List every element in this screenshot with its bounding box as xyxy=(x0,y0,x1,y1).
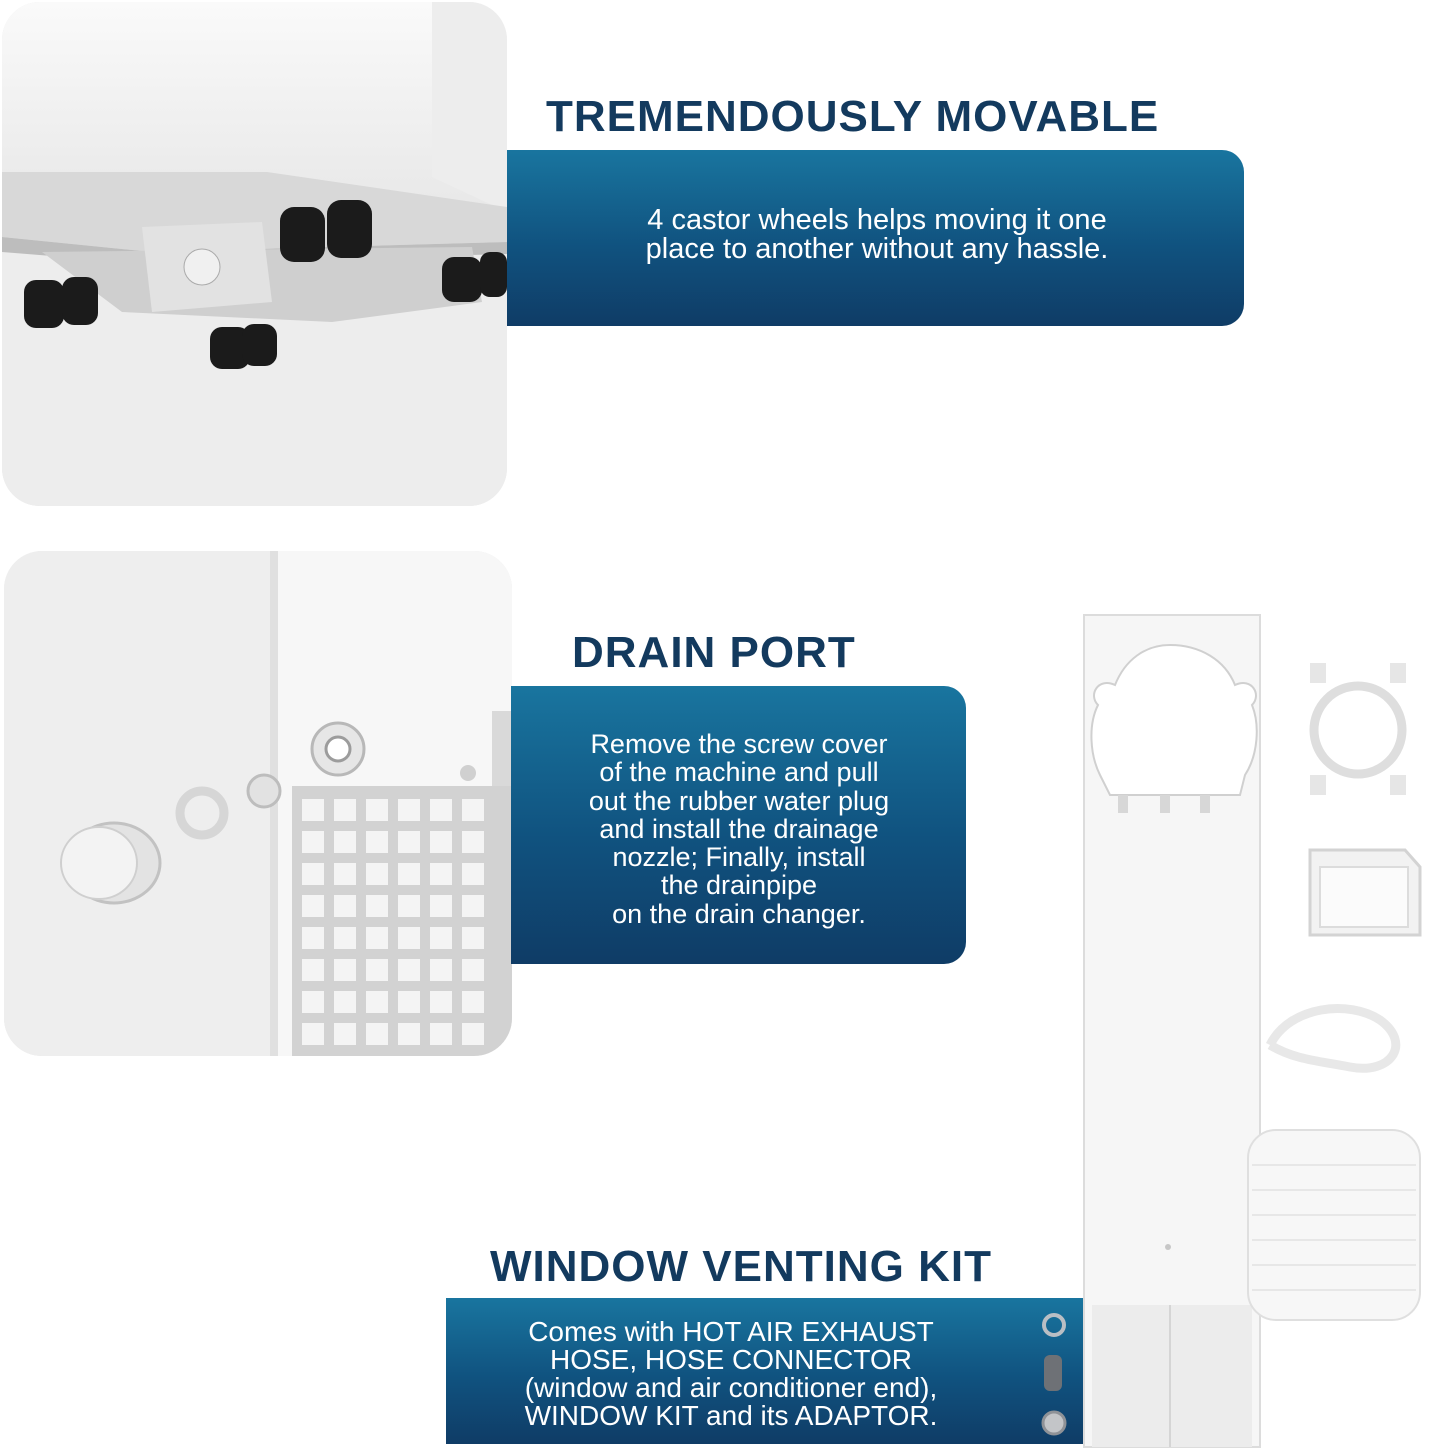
description-line: nozzle; Finally, install xyxy=(612,842,866,873)
drain-heading: DRAIN PORT xyxy=(572,628,856,677)
window-kit-heading: WINDOW VENTING KIT xyxy=(490,1242,992,1291)
movable-heading: TREMENDOUSLY MOVABLE xyxy=(546,92,1160,141)
description-line: of the machine and pull xyxy=(599,757,879,788)
description-line: (window and air conditioner end), xyxy=(524,1372,938,1403)
window-kit-description xyxy=(446,1318,1016,1430)
window-kit-illustration xyxy=(1020,605,1445,1449)
drain-banner xyxy=(511,686,966,964)
drain-port-illustration xyxy=(4,551,512,1056)
movable-description xyxy=(507,206,1247,264)
description-line: Comes with HOT AIR EXHAUST xyxy=(528,1316,934,1347)
description-line: out the rubber water plug xyxy=(588,785,890,816)
description-line: WINDOW KIT and its ADAPTOR. xyxy=(524,1400,938,1431)
description-line: on the drain changer. xyxy=(612,898,866,929)
drain-description xyxy=(511,730,967,928)
description-line: place to another without any hassle. xyxy=(645,233,1109,265)
castor-wheels-photo xyxy=(2,2,507,506)
castor-wheels-illustration xyxy=(2,2,507,506)
description-line: and install the drainage xyxy=(599,813,879,844)
description-line: Remove the screw cover xyxy=(590,729,888,759)
drain-port-photo xyxy=(4,551,512,1056)
movable-banner xyxy=(507,150,1244,326)
description-line: 4 castor wheels helps moving it one xyxy=(647,204,1107,236)
description-line: HOSE, HOSE CONNECTOR xyxy=(550,1344,912,1375)
description-line: the drainpipe xyxy=(660,870,818,901)
